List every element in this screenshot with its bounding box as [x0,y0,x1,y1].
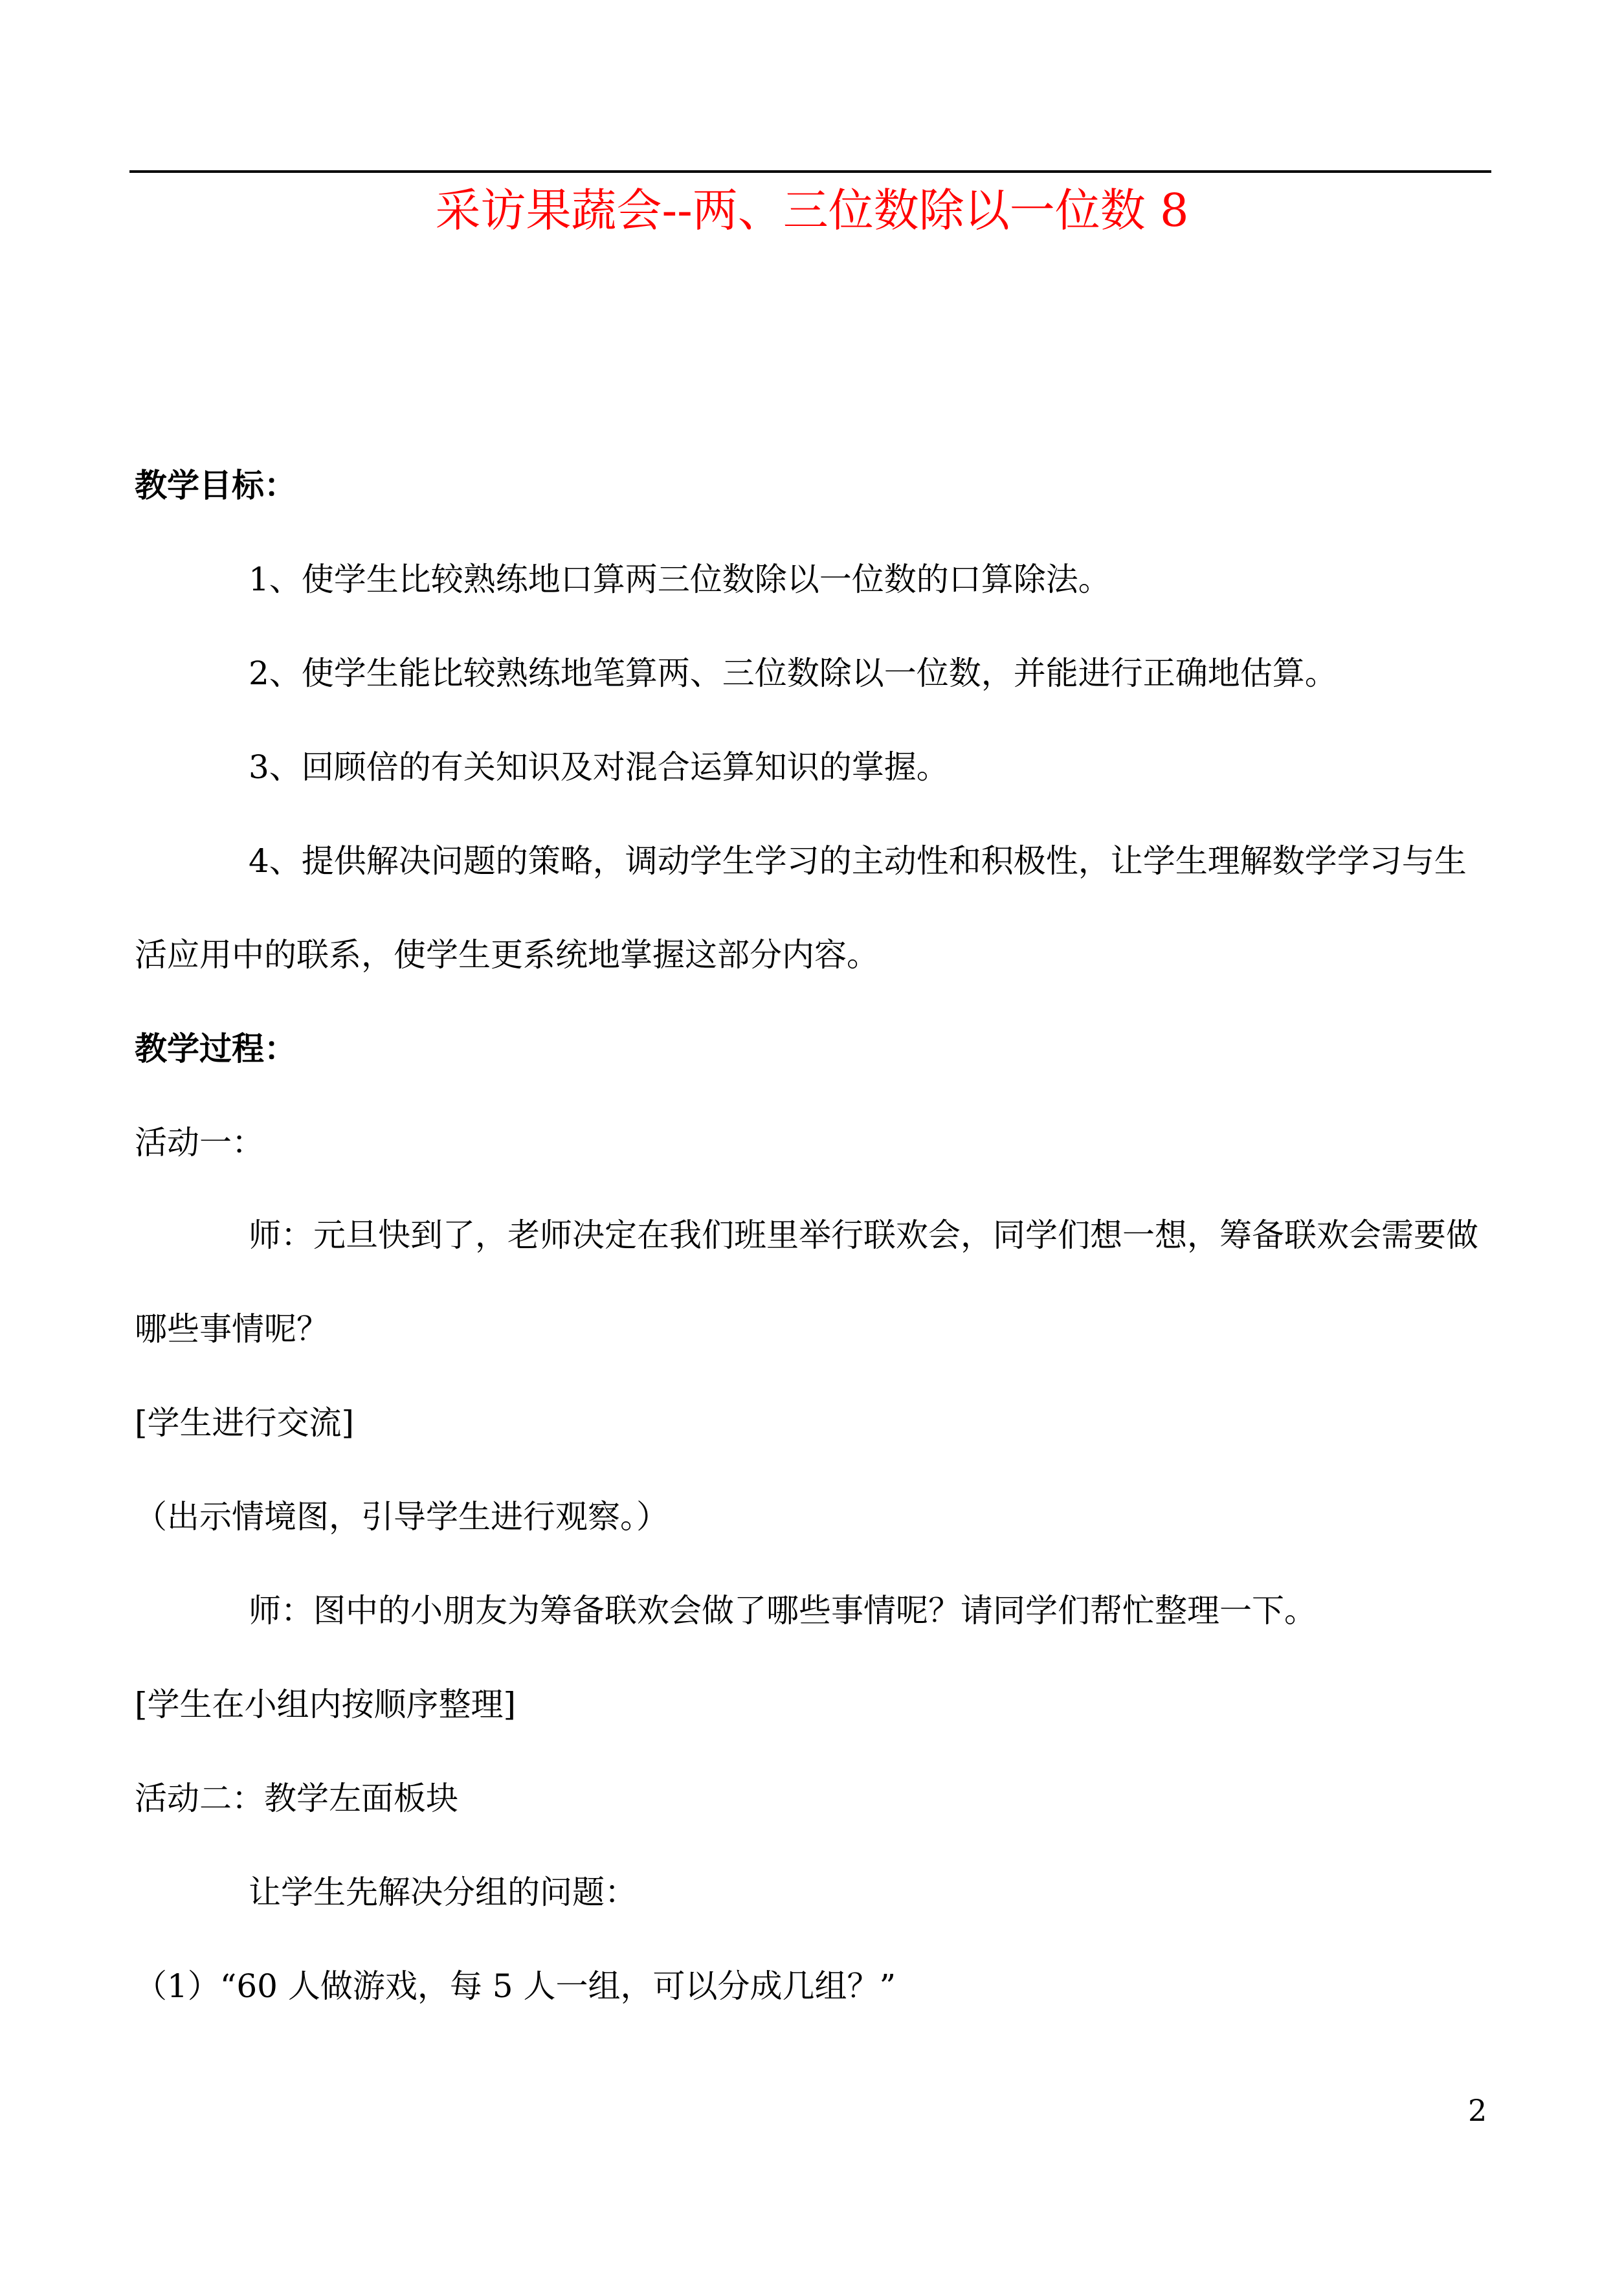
activity-two-label: 活动二：教学左面板块 [135,1780,458,1817]
paragraph-teacher-2: 师：图中的小朋友为筹备联欢会做了哪些事情呢？请同学们帮忙整理一下。 [249,1592,1317,1629]
goal-item-3: 3、回顾倍的有关知识及对混合运算知识的掌握。 [249,748,949,786]
heading-teaching-goals: 教学目标： [135,466,296,504]
paragraph-teacher-1-continued: 哪些事情呢？ [135,1310,329,1348]
paragraph-grouping: 让学生先解决分组的问题： [249,1874,637,1911]
document-title: 采访果蔬会--两、三位数除以一位数 8 [435,184,1189,237]
goal-item-2: 2、使学生能比较熟练地笔算两、三位数除以一位数，并能进行正确地估算。 [249,654,1337,692]
goal-item-1: 1、使学生比较熟练地口算两三位数除以一位数的口算除法。 [249,561,1111,598]
activity-one-label: 活动一： [135,1124,264,1161]
note-group-sort: [学生在小组内按顺序整理] [135,1686,517,1723]
header-rule [129,170,1491,173]
goal-item-4: 4、提供解决问题的策略，调动学生学习的主动性和积极性，让学生理解数学学习与生 [249,842,1467,880]
question-1: （1）“60 人做游戏，每 5 人一组，可以分成几组？” [135,1967,896,2005]
heading-teaching-process: 教学过程： [135,1029,296,1068]
goal-item-4-continued: 活应用中的联系，使学生更系统地掌握这部分内容。 [135,936,879,974]
note-students-discuss: [学生进行交流] [135,1404,355,1442]
page-number: 2 [1468,2093,1487,2128]
note-show-picture: （出示情境图，引导学生进行观察。） [135,1498,669,1536]
paragraph-teacher-1: 师：元旦快到了，老师决定在我们班里举行联欢会，同学们想一想，筹备联欢会需要做 [249,1216,1478,1254]
